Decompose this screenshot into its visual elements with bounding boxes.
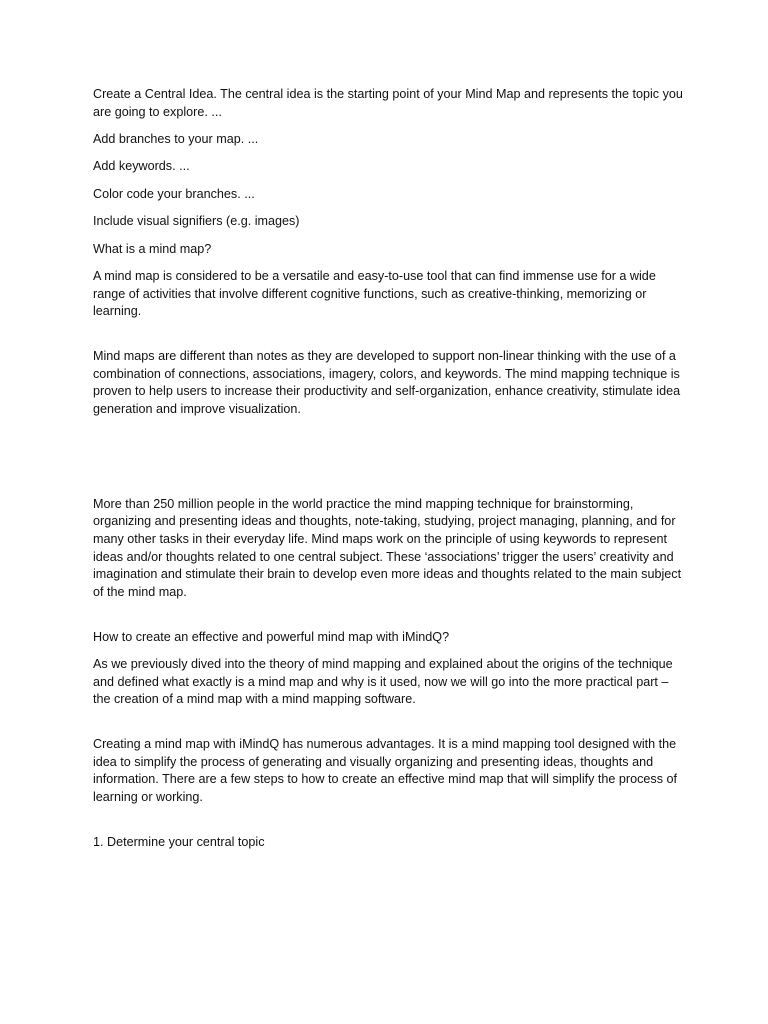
paragraph-add-keywords: Add keywords. ... [93,159,190,174]
paragraph-visual-signifiers: Include visual signifiers (e.g. images) [93,214,300,229]
paragraph-theory-recap: As we previously dived into the theory of mind mapping and explained about the origins of the technique and defined what exactly is a mind map and why is it used, now we will go into the more practical part – the creation of a mind map with a mind mapping software. [93,657,673,707]
heading-how-to-create: How to create an effective and powerful mind map with iMindQ? [93,629,450,644]
paragraph-add-branches: Add branches to your map. ... [93,131,259,146]
blank-line [93,611,683,629]
blank-line [93,719,683,737]
paragraph-250-million-people: More than 250 million people in the world practice the mind mapping technique for brainstorming, organizing and presenting ideas and thoughts, note-taking, studying, project managing, planning, and for many other tasks in their everyday life. Mind maps work on the principle of using keywords to represent ideas and/or thoughts related to one central subject. These ‘associations’ trigger the users’ creativity and imagination and stimulate their brain to develop even more ideas and thoughts related to the main subject of the mind map. [93,496,682,599]
paragraph-create-central-idea: Create a Central Idea. The central idea is the starting point of your Mind Map and represents the topic you are going to explore. ... [93,87,683,119]
paragraph-mind-map-definition: A mind map is considered to be a versatile and easy-to-use tool that can find immense use for a wide range of activities that involve different cognitive functions, such as creative-thinking, memorizing or learning. [93,268,656,319]
step-determine-central-topic: 1. Determine your central topic [93,835,265,850]
document-page [93,86,683,861]
blank-line [93,816,683,834]
paragraph-imindq-advantages: Creating a mind map with iMindQ has numerous advantages. It is a mind mapping tool designed with the idea to simplify the process of generating and visually organizing and presenting ideas, thoughts and information. There are a few steps to how to create an effective mind map that will simplify the process of learning or working. [93,737,678,805]
paragraph-color-code: Color code your branches. ... [93,186,255,201]
blank-line [93,331,683,349]
heading-what-is-mind-map: What is a mind map? [93,241,212,256]
paragraph-mind-maps-vs-notes: Mind maps are different than notes as they are developed to support non-linear thinking with the use of a combination of connections, associations, imagery, colors, and keywords. The mind mapping technique is proven to help users to increase their productivity and self-organization, enhance creativity, stimulate idea generation and improve visualization. [93,349,681,416]
blank-lines [93,428,683,496]
